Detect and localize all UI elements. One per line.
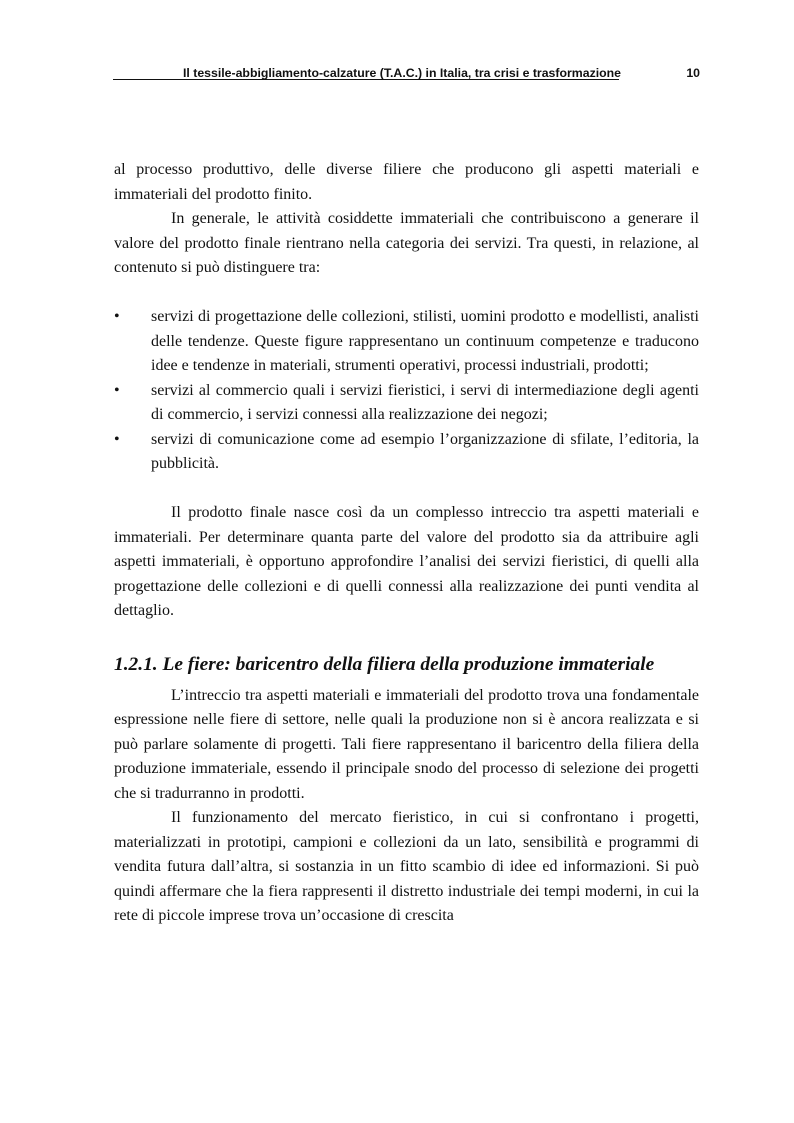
running-title: Il tessile-abbigliamento-calzature (T.A.C.) in Italia, tra crisi e trasformazione bbox=[182, 66, 621, 80]
paragraph-services-intro: In generale, le attività cosiddette immateriali che contribuiscono a generare il valore del prodotto finale rientrano nella categoria dei servizi. Tra questi, in relazione, al contenuto si può distinguere tra: bbox=[114, 210, 699, 276]
list-item-text: servizi di comunicazione come ad esempio l’organizzazione di sfilate, l’editoria, la pubblicità. bbox=[151, 430, 699, 472]
list-item bbox=[114, 379, 699, 428]
paragraph-fair-market: Il funzionamento del mercato fieristico, in cui si confrontano i progetti, materializzati in prototipi, campioni e collezioni da un lato, sensibilità e programmi di vendita futura dall’altra, si sostanzia in un fitto scambio di idee ed informazioni. Si può quindi affermare che la fiera rappresenti il distretto industriale dei tempi moderni, in cui la rete di piccole imprese trova un’occasione di crescita bbox=[114, 809, 699, 924]
paragraph-continuation: al processo produttivo, delle diverse filiere che producono gli aspetti materiali e immateriali del prodotto finito. bbox=[114, 161, 699, 203]
bullet-icon: • bbox=[114, 381, 120, 399]
page-body bbox=[114, 158, 699, 929]
list-item bbox=[114, 305, 699, 379]
page-number: 10 bbox=[686, 66, 700, 80]
services-list bbox=[114, 305, 699, 477]
list-item-text: servizi al commercio quali i servizi fieristici, i servi di intermediazione degli agenti di commercio, i servizi connessi alla realizzazione dei negozi; bbox=[151, 381, 699, 423]
bullet-icon: • bbox=[114, 430, 120, 448]
bullet-icon: • bbox=[114, 308, 120, 325]
list-item-text: servizi di progettazione delle collezioni, stilisti, uomini prodotto e modellisti, analisti delle tendenze. Queste figure rappresentano un continuum competenze e traducono idee e tendenze in materiali, strumenti operativi, processi industriali, prodotti; bbox=[151, 308, 699, 374]
section-heading: 1.2.1. Le fiere: baricentro della filiera della produzione immateriale bbox=[114, 653, 655, 675]
running-header bbox=[113, 64, 700, 82]
paragraph-fairs-intro: L’intreccio tra aspetti materiali e immateriali del prodotto trova una fondamentale espressione nelle fiere di settore, nelle quali la produzione non si è ancora realizzata e si può parlare solamente di progetti. Tali fiere rappresentano il baricentro della filiera della produzione immateriale, essendo il principale snodo del processo di selezione dei progetti che si tradurranno in prodotti. bbox=[114, 686, 699, 802]
paragraph-final-product: Il prodotto finale nasce così da un complesso intreccio tra aspetti materiali e immateriali. Per determinare quanta parte del valore del prodotto sia da attribuire agli aspetti immateriali, è opportuno approfondire l’analisi dei servizi fieristici, di quelli alla progettazione delle collezioni e di quelli connessi alla realizzazione dei punti vendita al dettaglio. bbox=[114, 504, 699, 619]
list-item bbox=[114, 428, 699, 477]
